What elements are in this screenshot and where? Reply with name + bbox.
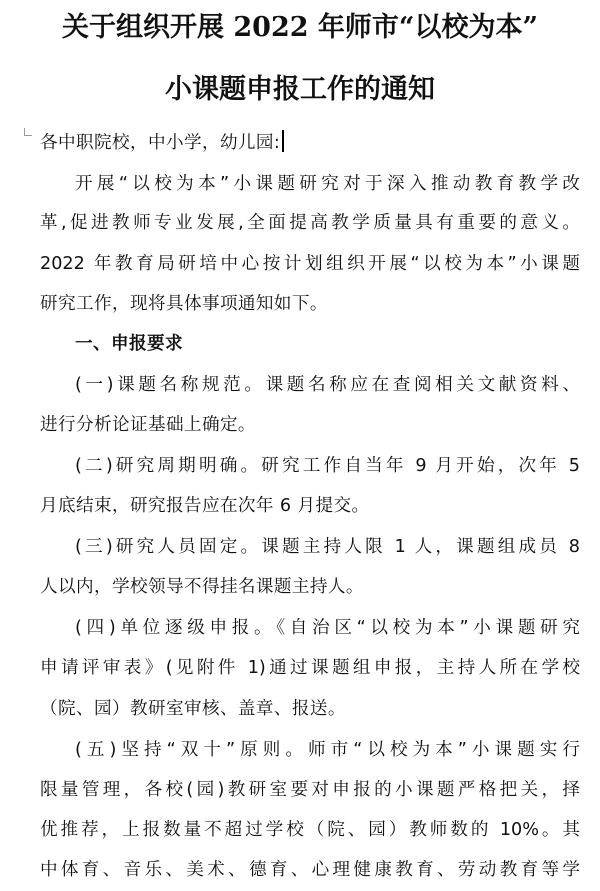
- section-heading: 一、申报要求: [75, 334, 183, 354]
- item-3-line: 人以内，学校领导不得挂名课题主持人。: [40, 577, 364, 597]
- item-5-line: (五)坚持“双十”原则。师市“以校为本”小课题实行: [75, 740, 580, 760]
- intro-line: 2022 年教育局研培中心按计划组织开展“以校为本”小课题: [40, 254, 580, 274]
- item-5-line: 中体育、音乐、美术、德育、心理健康教育、劳动教育等学: [40, 860, 580, 880]
- paragraph-mark-icon: [24, 128, 32, 136]
- text-cursor: [282, 130, 284, 152]
- item-5-line: 优推荐，上报数量不超过学校（院、园）教师数的 10%。其: [40, 820, 580, 840]
- item-1-line: 进行分析论证基础上确定。: [40, 415, 256, 435]
- item-3-line: (三)研究人员固定。课题主持人限 1 人，课题组成员 8: [75, 537, 580, 557]
- item-2-line: (二)研究周期明确。研究工作自当年 9 月开始，次年 5: [75, 456, 580, 476]
- salutation-text: 各中职院校，中小学，幼儿园:: [40, 133, 281, 153]
- item-4-line: (四)单位逐级申报。《自治区“以校为本”小课题研究: [75, 618, 580, 638]
- item-1-line: (一)课题名称规范。课题名称应在查阅相关文献资料、: [75, 375, 580, 395]
- intro-line: 研究工作，现将具体事项通知如下。: [40, 294, 328, 314]
- document-title-line-1: 关于组织开展 2022 年师市“以校为本”: [61, 12, 538, 43]
- intro-line: 开展“以校为本”小课题研究对于深入推动教育教学改: [75, 174, 580, 194]
- intro-line: 革,促进教师专业发展,全面提高教学质量具有重要的意义。: [40, 213, 580, 233]
- document-title-line-2: 小课题申报工作的通知: [165, 74, 435, 105]
- item-4-line: （院、园）教研室审核、盖章、报送。: [40, 699, 346, 719]
- item-4-line: 申请评审表》(见附件 1)通过课题组申报，主持人所在学校: [40, 658, 580, 678]
- item-5-line: 限量管理，各校(园)教研室要对申报的小课题严格把关，择: [40, 780, 580, 800]
- salutation[interactable]: [40, 130, 284, 155]
- item-2-line: 月底结束，研究报告应在次年 6 月提交。: [40, 496, 370, 516]
